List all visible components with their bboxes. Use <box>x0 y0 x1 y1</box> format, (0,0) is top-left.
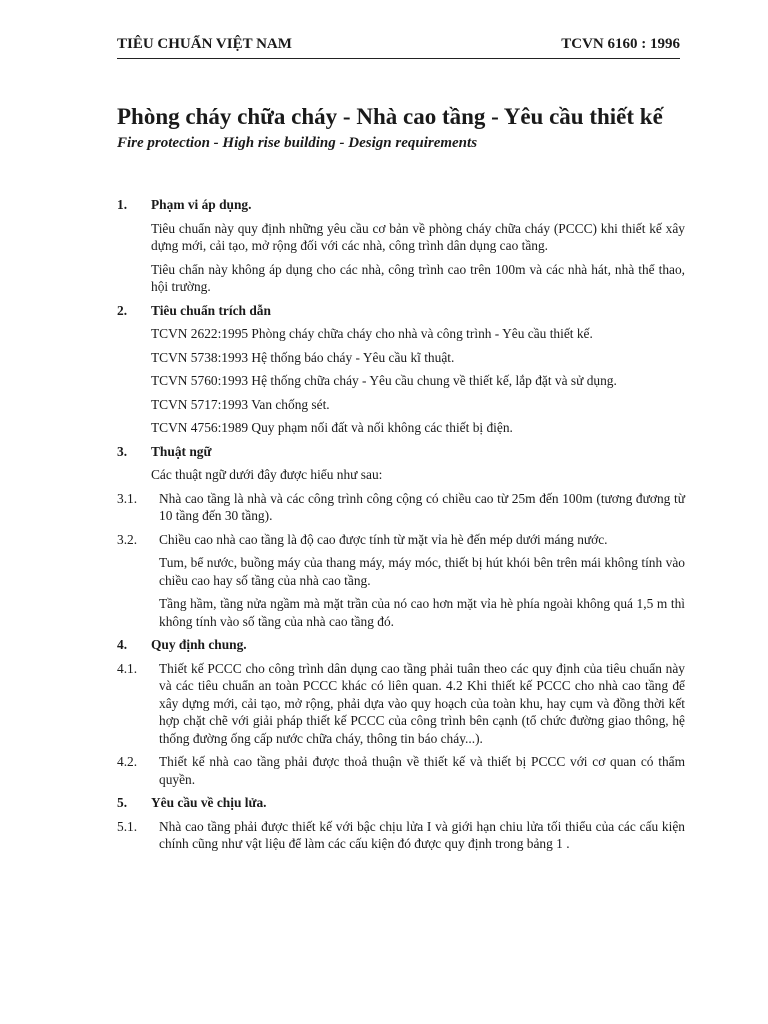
section-heading-references <box>117 302 685 320</box>
document-subtitle: Fire protection - High rise building - Design requirements <box>117 135 478 151</box>
reference-item: TCVN 5760:1993 Hệ thống chữa cháy - Yêu cầu chung về thiết kế, lắp đặt và sử dụng. <box>151 373 617 388</box>
item-number: 5.1. <box>117 818 138 834</box>
section-heading-scope <box>117 196 685 214</box>
item-number: 3.1. <box>117 490 138 506</box>
section-title: Quy định chung. <box>151 637 247 652</box>
item-number: 4.2. <box>117 754 138 769</box>
paragraph: Tầng hầm, tầng nửa ngầm mà mặt trần của nó cao hơn mặt vỉa hè phía ngoài không quá 1,5 m thì không tính vào số tầng của nhà cao tầng đó. <box>159 596 685 629</box>
section-heading-fire-resistance <box>117 794 685 812</box>
section-number: 1. <box>117 197 128 212</box>
numbered-item <box>117 753 685 788</box>
paragraph: Tiêu chẩn này không áp dụng cho các nhà, công trình cao trên 100m và các nhà hát, nhà thể thao, hội trường. <box>151 261 685 294</box>
section-title: Phạm vi áp dụng. <box>151 197 252 212</box>
numbered-item <box>117 531 685 549</box>
section-title: Thuật ngữ <box>151 443 212 459</box>
reference-item: TCVN 5717:1993 Van chống sét. <box>151 396 330 412</box>
section-number: 4. <box>117 637 128 652</box>
section-title: Yêu cầu về chịu lửa. <box>151 795 267 810</box>
paragraph: Các thuật ngữ dưới đây được hiểu như sau: <box>151 467 383 482</box>
paragraph: Tum, bể nước, buồng máy của thang máy, máy móc, thiết bị hút khói bên trên mái không tính vào chiều cao hay số tầng của nhà cao tầng. <box>159 555 685 588</box>
reference-item: TCVN 4756:1989 Quy phạm nối đất và nối không các thiết bị điện. <box>151 420 513 435</box>
numbered-item <box>117 490 685 525</box>
item-text: Nhà cao tầng là nhà và các công trình công cộng có chiều cao từ 25m đến 100m (tương đương từ 10 tầng đến 30 tầng). <box>159 490 685 523</box>
reference-item: TCVN 5738:1993 Hệ thống báo cháy - Yêu cầu kĩ thuật. <box>151 349 455 365</box>
item-text: Thiết kế PCCC cho công trình dân dụng cao tầng phải tuân theo các quy định của tiêu chuẩn này và các tiêu chuẩn an toàn PCCC khác có liên quan. 4.2 Khi thiết kế PCCC cho nhà cao tầng để xây dựng mới, cải tạo, mở rộng, phải dựa vào quy hoạch của toàn khu, hay cụm và đồng thời kết hợp chặt chẽ với giải pháp thiết kế PCCC của công trình bên cạnh (tổ chức đường giao thông, hệ thống đường ống cấp nước chữa cháy, thông tin báo cháy...). <box>159 660 685 746</box>
numbered-item <box>117 660 685 748</box>
section-number: 3. <box>117 443 128 459</box>
section-number: 5. <box>117 795 128 810</box>
section-heading-general <box>117 636 685 654</box>
page-header <box>117 36 680 59</box>
item-text: Nhà cao tầng phải được thiết kế với bậc chịu lửa I và giới hạn chiu lửa tối thiểu của các cấu kiện chính cũng như vật liệu để làm các cấu kiện đó được quy định trong bảng 1 . <box>159 818 685 851</box>
paragraph: Tiêu chuẩn này quy định những yêu cầu cơ bản về phòng cháy chữa cháy (PCCC) khi thiết kế xây dựng mới, cải tạo, mở rộng đối với các nhà, công trình dân dụng cao tầng. <box>151 220 685 253</box>
item-text: Thiết kế nhà cao tầng phải được thoả thuận về thiết kế và thiết bị PCCC với cơ quan có thẩm quyền. <box>159 754 685 787</box>
section-title: Tiêu chuẩn trích dẫn <box>151 302 271 318</box>
reference-item: TCVN 2622:1995 Phòng cháy chữa cháy cho nhà và công trình - Yêu cầu thiết kế. <box>151 326 593 341</box>
document-body <box>117 196 685 859</box>
numbered-item <box>117 818 685 853</box>
item-number: 3.2. <box>117 531 138 547</box>
header-standard-name: TIÊU CHUẨN VIỆT NAM <box>117 36 292 52</box>
header-standard-code: TCVN 6160 : 1996 <box>561 36 680 52</box>
section-heading-terms <box>117 443 685 461</box>
document-title: Phòng cháy chữa cháy - Nhà cao tầng - Yêu cầu thiết kế <box>117 104 663 129</box>
item-number: 4.1. <box>117 660 138 676</box>
section-number: 2. <box>117 302 128 318</box>
item-text: Chiều cao nhà cao tầng là độ cao được tính từ mặt vỉa hè đến mép dưới máng nước. <box>159 531 608 547</box>
